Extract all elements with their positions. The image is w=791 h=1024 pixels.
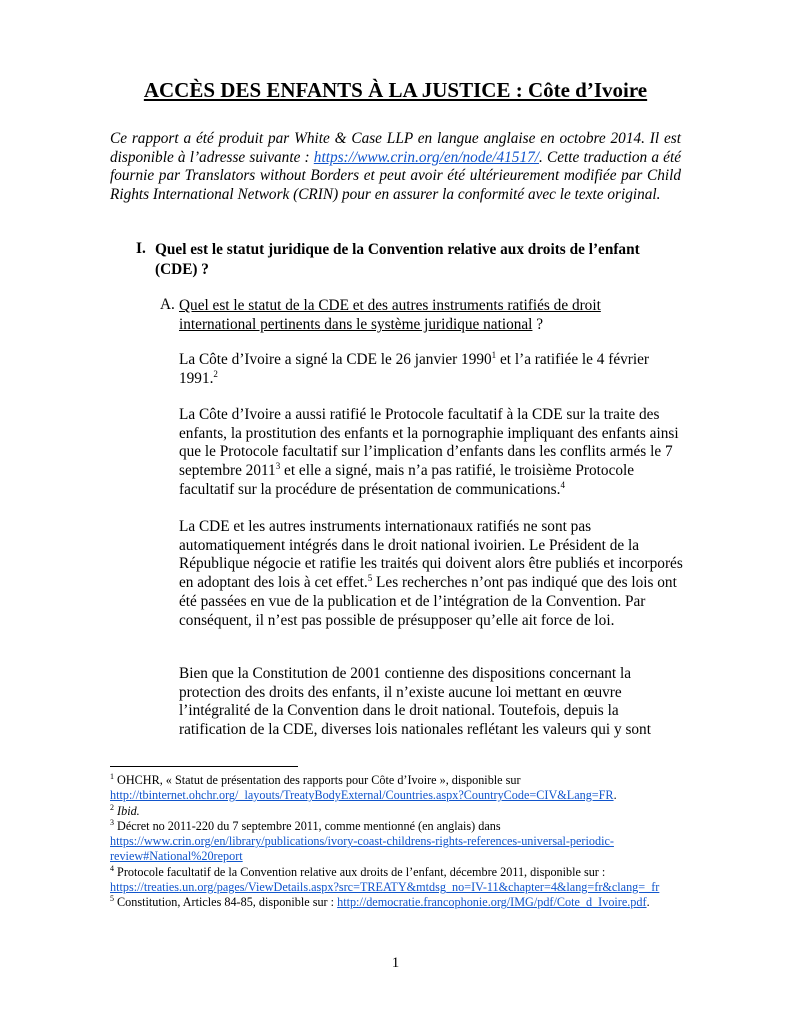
footnote-3 [110,819,690,865]
footnote-number: 1 [110,771,114,781]
footnote-ref-1[interactable]: 1 [491,349,497,360]
footnote-ref-3[interactable]: 3 [275,461,281,472]
intro-text-before: Ce rapport a été produit par White & Case LLP en langue anglaise en octobre 2014. Il est disponible à l’adresse suivante : [110,130,681,166]
footnote-link[interactable]: http://democratie.francophonie.org/IMG/pdf/Cote_d_Ivoire.pdf [337,895,647,910]
paragraph-3-text-b: Les recherches n’ont pas indiqué que des lois ont été passées en vue de la publication et de l’intégration de la Convention. Par conséquent, il n’est pas possible de présupposer qu’elle ait force de loi. [179,574,677,629]
page-number: 1 [391,955,400,971]
intro-link[interactable]: https://www.crin.org/en/node/41517/ [313,148,539,166]
subsection-question-text: Quel est le statut de la CDE et des autres instruments ratifiés de droit international pertinents dans le système juridique national [179,297,601,333]
footnote-tail: . [646,895,650,910]
footnote-2 [110,804,690,819]
section-number: I. [136,240,146,257]
footnote-1 [110,773,690,804]
footnote-number: 5 [110,894,114,904]
footnotes [110,773,690,911]
footnote-ref-2[interactable]: 2 [213,368,218,379]
paragraph-1-text-b: et l’a ratifiée le 4 février 1991. [179,351,650,387]
paragraph-1 [179,351,684,388]
footnote-number: 3 [110,817,114,827]
footnote-link[interactable]: https://treaties.un.org/pages/ViewDetails.aspx?src=TREATY&mtdsg_no=IV-11&chapter=4&lang=fr&clang=_fr [110,880,660,895]
subsection-question [179,296,679,334]
footnote-text: Décret no 2011-220 du 7 septembre 2011, comme mentionné (en anglais) dans [114,818,501,833]
paragraph-2-text-a: La Côte d’Ivoire a aussi ratifié le Protocole facultatif à la CDE sur la traite des enfants, la prostitution des enfants et la pornographie impliquant des enfants ainsi que le Protocole facultatif sur l’implication d’enfants dans les conflits armés le 7 septembre 2011 [179,406,679,480]
footnote-link[interactable]: http://tbinternet.ohchr.org/_layouts/TreatyBodyExternal/Countries.aspx?CountryCode=CIV&Lang=FR [110,788,614,803]
paragraph-4-text-a: Bien que la Constitution de 2001 contienne des dispositions concernant la protection des droits des enfants, il n’existe aucune loi mettant en œuvre l’intégralité de la Convention dans le droit national. Toutefois, depuis la ratification de la CDE, diverses lois nationales reflétant les valeurs qui y sont [179,665,651,739]
subsection-question-end: ? [532,316,544,333]
footnote-link[interactable]: https://www.crin.org/en/library/publications/ivory-coast-childrens-rights-references-universal-periodic-review#National%20report [110,834,614,864]
intro-text-after: . Cette traduction a été fournie par Translators without Borders et peut avoir été ultérieurement modifiée par Child Rights International Network (CRIN) pour en assurer la conformité avec le texte original. [110,148,681,203]
footnote-italic: Ibid. [117,803,140,818]
paragraph-1-text-a: La Côte d’Ivoire a signé la CDE le 26 janvier 1990 [179,351,492,368]
paragraph-3 [179,518,684,630]
footnote-text: Protocole facultatif de la Convention relative aux droits de l’enfant, décembre 2011, disponible sur : [114,864,606,879]
footnote-tail: . [613,788,617,803]
paragraph-2-text-b: et elle a signé, mais n’a pas ratifié, le troisième Protocole facultatif sur la procédure de présentation de communications. [179,462,635,498]
footnote-ref-5[interactable]: 5 [367,573,373,584]
subsection-letter: A. [160,296,175,313]
footnote-5 [110,895,690,910]
intro-paragraph [110,130,681,204]
footnote-text: Constitution, Articles 84-85, disponible sur : [114,895,338,910]
paragraph-3-text-a: La CDE et les autres instruments internationaux ratifiés ne sont pas automatiquement intégrés dans le droit national ivoirien. Le Président de la République négocie et ratifie les traités qui doivent alors être publiés et incorporés en adoptant des lois à cet effet. [179,518,683,592]
footnote-number: 4 [110,863,114,873]
section-heading: Quel est le statut juridique de la Convention relative aux droits de l’enfant (CDE) ? [155,241,640,278]
footnote-separator [110,766,298,767]
footnote-number: 2 [110,802,114,812]
footnote-4 [110,865,690,896]
paragraph-2 [179,406,684,500]
footnote-text: OHCHR, « Statut de présentation des rapports pour Côte d’Ivoire », disponible sur [114,773,521,787]
paragraph-4 [179,665,684,740]
footnote-ref-4[interactable]: 4 [560,479,565,490]
document-title: ACCÈS DES ENFANTS À LA JUSTICE : Côte d’Ivoire [143,78,648,102]
